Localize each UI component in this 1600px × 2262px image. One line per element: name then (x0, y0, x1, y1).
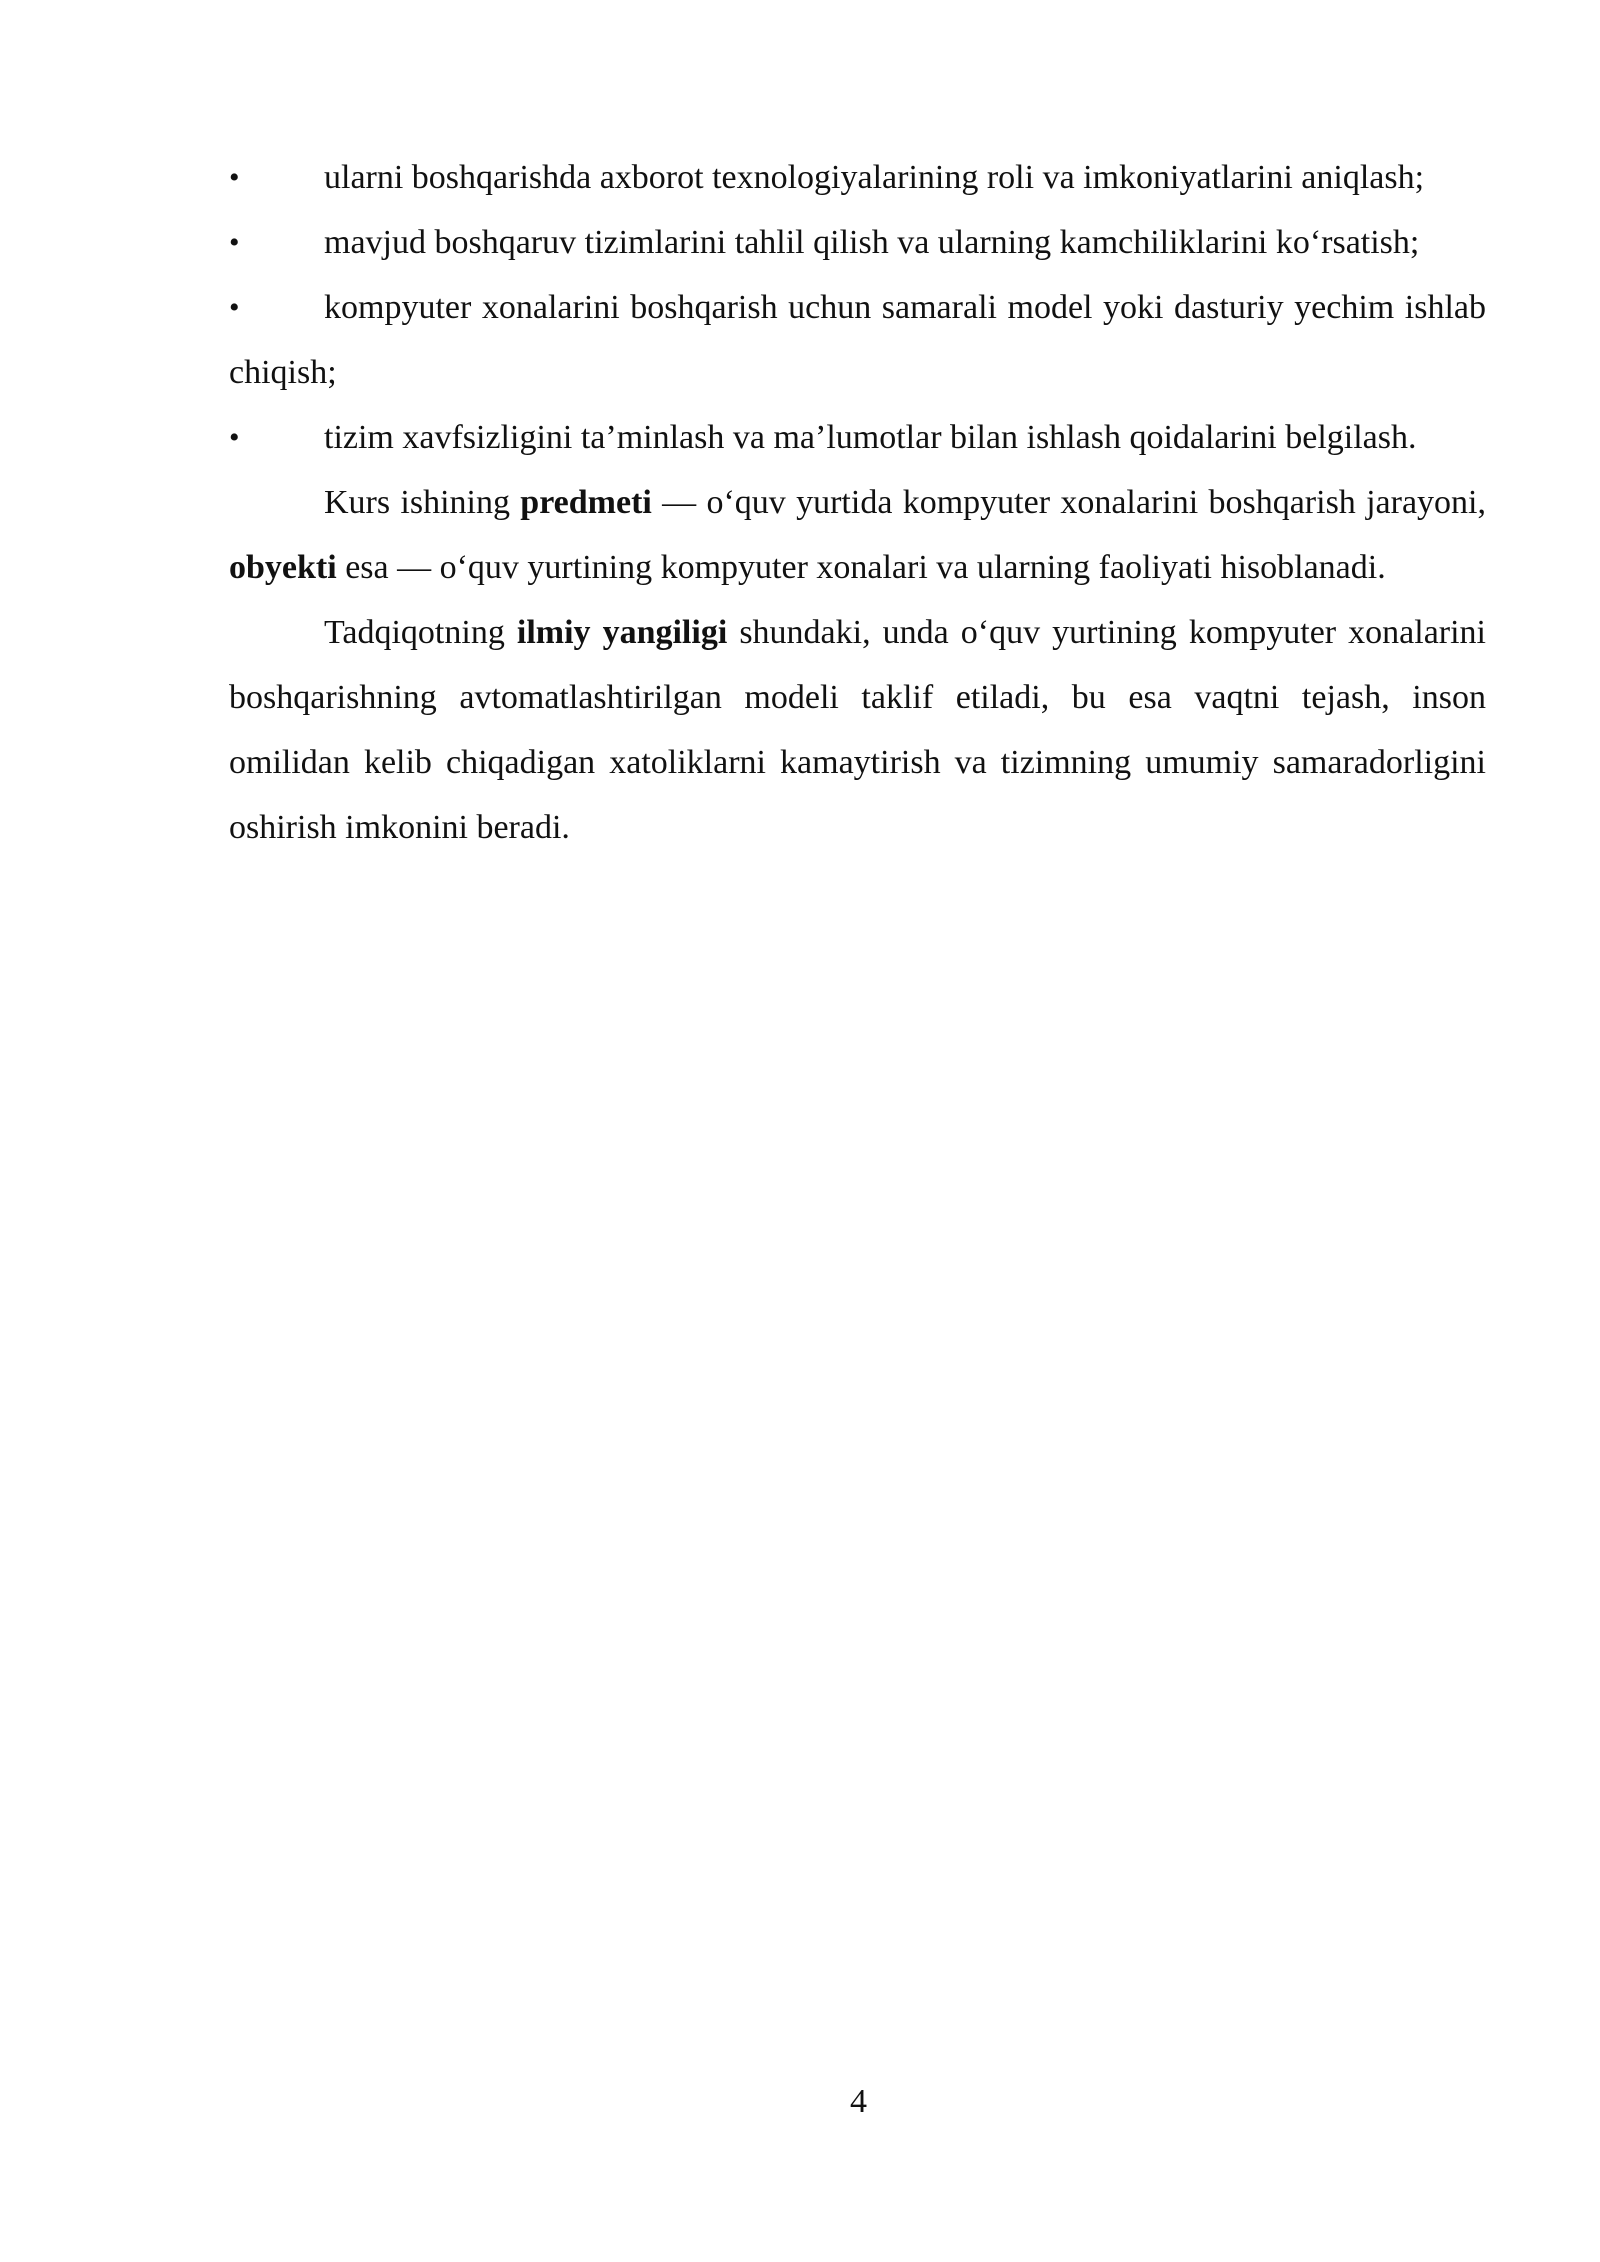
document-body (229, 145, 1486, 860)
list-item (229, 210, 1486, 275)
paragraph-text: shundaki, unda o‘quv yurtining kompyuter xonalarini boshqarishning avtomatlashtirilgan modeli taklif etiladi, bu esa vaqtni tejash, inson omilidan kelib chiqadigan xatoliklarni kamaytirish va tizimning umumiy samaradorligini oshirish imkonini beradi. (229, 614, 1487, 846)
bullet-icon: • (229, 161, 240, 194)
list-item-text: kompyuter xonalarini boshqarish uchun samarali model yoki dasturiy yechim ishlab chiqish; (229, 289, 1486, 391)
list-item (229, 405, 1486, 470)
paragraph-text: Tadqiqotning (324, 614, 517, 651)
bullet-icon: • (229, 291, 240, 324)
list-item-text: ularni boshqarishda axborot texnologiyalarining roli va imkoniyatlarini aniqlash; (324, 159, 1425, 196)
object-term: obyekti (229, 549, 337, 586)
page-number: 4 (850, 2083, 867, 2120)
paragraph-text: Kurs ishining (324, 484, 521, 521)
list-item (229, 275, 1486, 405)
bullet-icon: • (229, 226, 240, 259)
paragraph-text: esa — o‘quv yurtining kompyuter xonalari va ularning faoliyati hisoblanadi. (336, 549, 1386, 586)
subject-object-paragraph (229, 470, 1486, 600)
bullet-icon: • (229, 421, 240, 454)
subject-term: predmeti (520, 484, 652, 521)
novelty-term: ilmiy yangiligi (516, 614, 728, 651)
list-item-text: mavjud boshqaruv tizimlarini tahlil qilish va ularning kamchiliklarini ko‘rsatish; (324, 224, 1420, 261)
paragraph-text: — o‘quv yurtida kompyuter xonalarini boshqarish jarayoni, (651, 484, 1486, 521)
novelty-paragraph (229, 600, 1486, 860)
list-item (229, 145, 1486, 210)
list-item-text: tizim xavfsizligini ta’minlash va ma’lumotlar bilan ishlash qoidalarini belgilash. (324, 419, 1417, 456)
